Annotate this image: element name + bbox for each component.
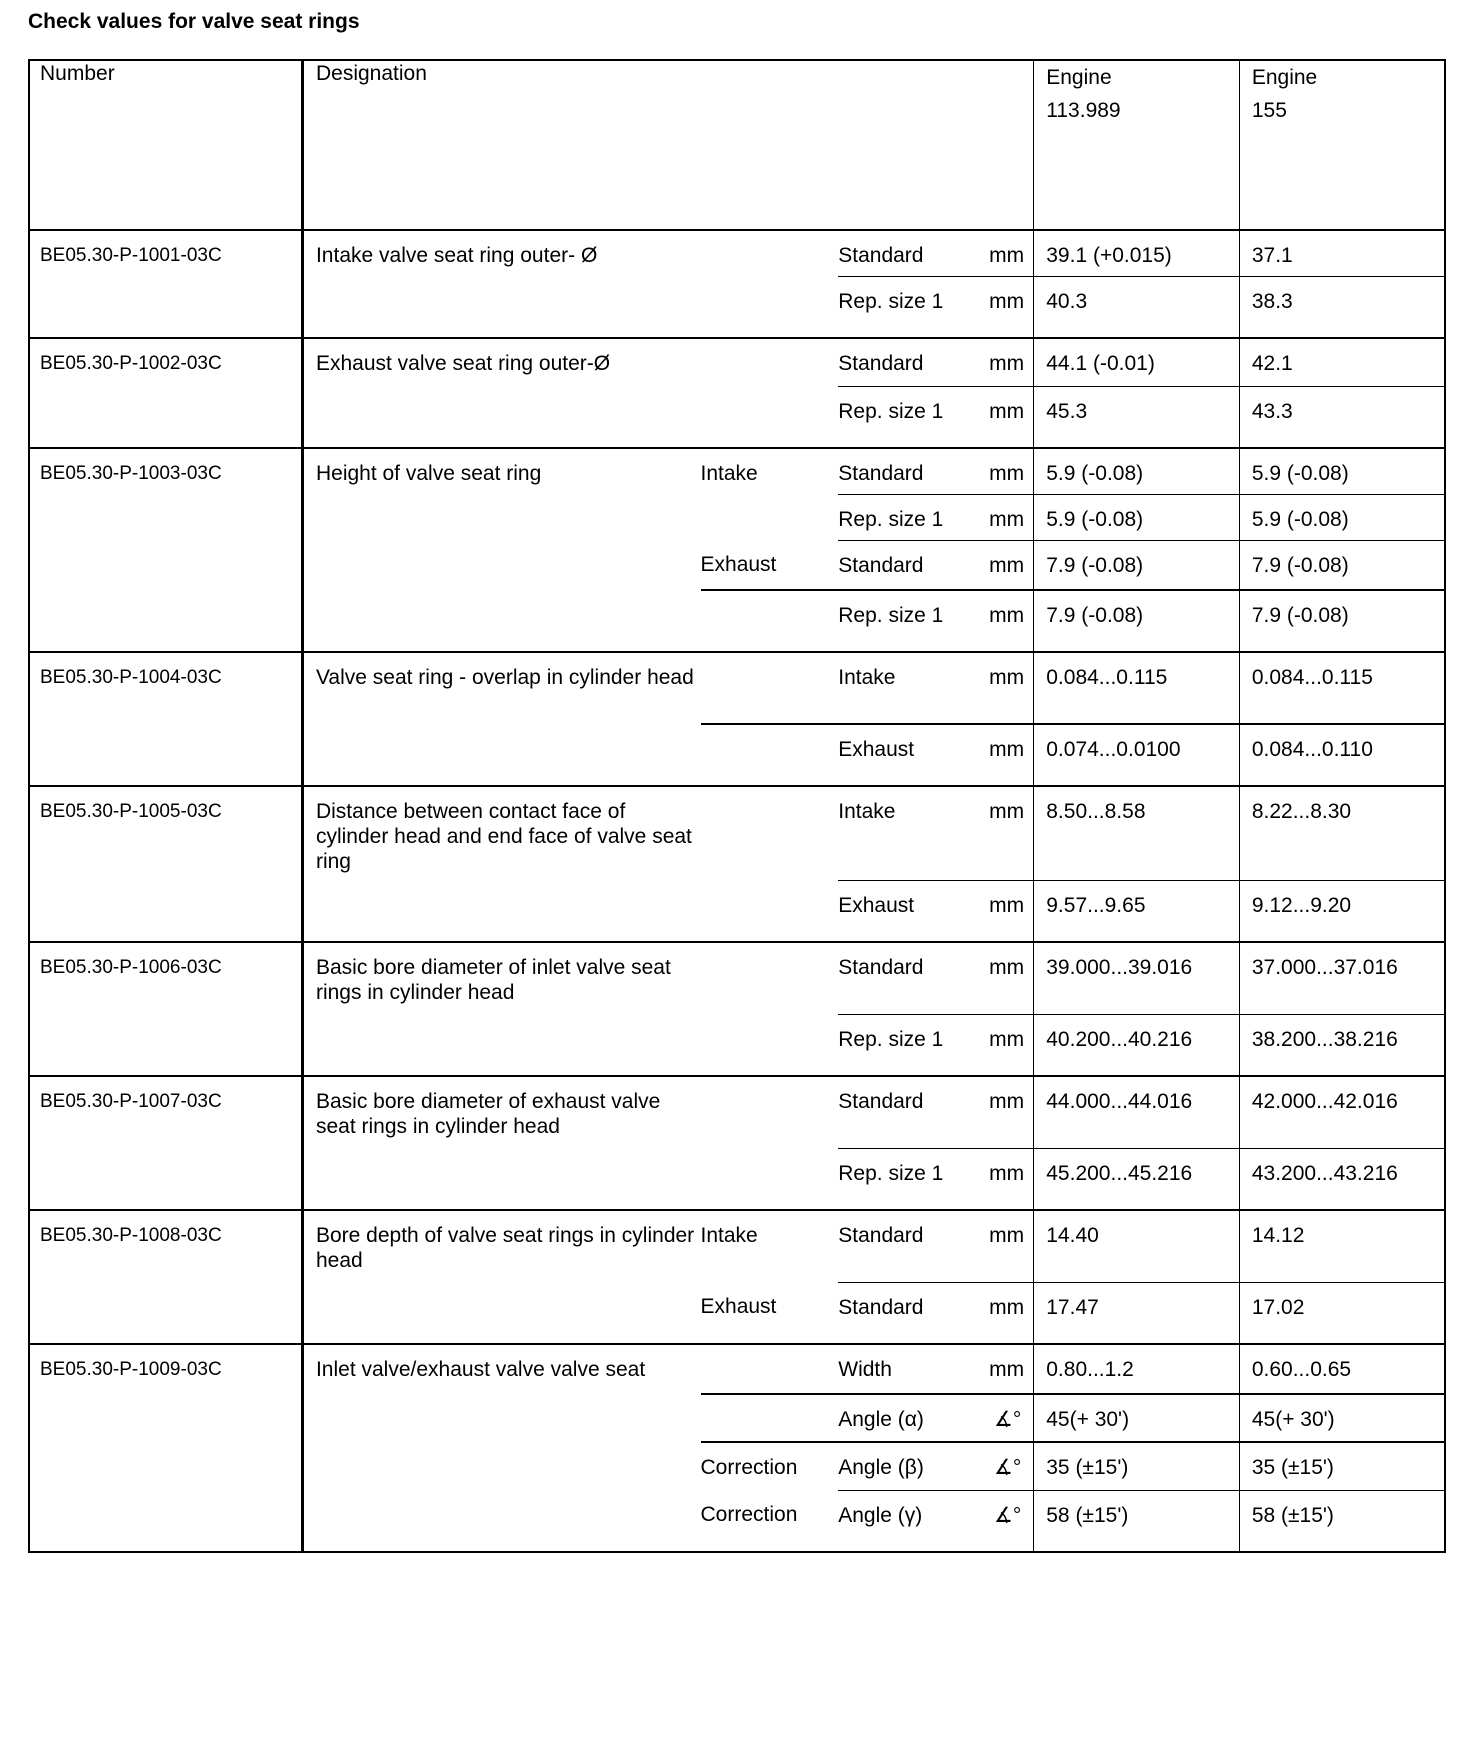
row-engine-1-value: 8.50...8.58 <box>1034 786 1240 880</box>
row-engine-2-value: 58 (±15') <box>1239 1490 1445 1552</box>
row-designation: Basic bore diameter of exhaust valve seat rings in cylinder head <box>302 1076 700 1210</box>
row-sub-label <box>701 276 839 338</box>
row-type: Rep. size 1 <box>838 1014 989 1076</box>
table-row <box>29 230 1445 276</box>
row-type: Standard <box>838 1076 989 1148</box>
row-unit: ∡° <box>989 1394 1034 1442</box>
row-number: BE05.30-P-1004-03C <box>29 652 302 786</box>
row-engine-1-value: 45(+ 30') <box>1034 1394 1240 1442</box>
row-unit: mm <box>989 590 1034 652</box>
row-engine-2-value: 37.000...37.016 <box>1239 942 1445 1014</box>
row-sub-label: Correction <box>701 1442 839 1490</box>
row-engine-1-value: 9.57...9.65 <box>1034 880 1240 942</box>
row-engine-2-value: 45(+ 30') <box>1239 1394 1445 1442</box>
row-sub-label <box>701 1344 839 1394</box>
row-number: BE05.30-P-1007-03C <box>29 1076 302 1210</box>
row-unit: mm <box>989 276 1034 338</box>
row-unit: mm <box>989 942 1034 1014</box>
row-engine-1-value: 17.47 <box>1034 1282 1240 1344</box>
header-engine-2 <box>1239 60 1445 230</box>
row-engine-1-value: 5.9 (-0.08) <box>1034 494 1240 540</box>
row-unit: mm <box>989 1210 1034 1282</box>
row-designation: Basic bore diameter of inlet valve seat rings in cylinder head <box>302 942 700 1076</box>
row-type: Angle (γ) <box>838 1490 989 1552</box>
row-unit: mm <box>989 880 1034 942</box>
row-engine-1-value: 7.9 (-0.08) <box>1034 540 1240 590</box>
row-engine-1-value: 58 (±15') <box>1034 1490 1240 1552</box>
row-engine-2-value: 37.1 <box>1239 230 1445 276</box>
table-row <box>29 448 1445 494</box>
row-engine-1-value: 45.200...45.216 <box>1034 1148 1240 1210</box>
table-row <box>29 942 1445 1014</box>
row-unit: mm <box>989 1014 1034 1076</box>
row-sub-label <box>701 1394 839 1442</box>
row-engine-1-value: 0.084...0.115 <box>1034 652 1240 724</box>
row-type: Width <box>838 1344 989 1394</box>
row-engine-1-value: 39.000...39.016 <box>1034 942 1240 1014</box>
row-type: Standard <box>838 1282 989 1344</box>
row-designation: Bore depth of valve seat rings in cylinder head <box>302 1210 700 1344</box>
row-type: Rep. size 1 <box>838 590 989 652</box>
header-designation: Designation <box>302 60 1033 230</box>
row-number: BE05.30-P-1002-03C <box>29 338 302 448</box>
row-sub-label: Intake <box>701 448 839 494</box>
row-unit: ∡° <box>989 1442 1034 1490</box>
row-engine-2-value: 42.000...42.016 <box>1239 1076 1445 1148</box>
row-unit: mm <box>989 386 1034 448</box>
row-engine-1-value: 40.200...40.216 <box>1034 1014 1240 1076</box>
row-engine-2-value: 5.9 (-0.08) <box>1239 494 1445 540</box>
row-sub-label <box>701 1148 839 1210</box>
row-sub-label <box>701 590 839 652</box>
row-type: Standard <box>838 1210 989 1282</box>
table-row <box>29 1076 1445 1148</box>
row-sub-label: Exhaust <box>700 1295 777 1318</box>
row-sub-label <box>701 1076 839 1148</box>
row-engine-2-value: 5.9 (-0.08) <box>1239 448 1445 494</box>
header-engine-2-label: Engine <box>1251 66 1318 89</box>
row-unit: mm <box>989 338 1034 386</box>
header-engine-1-code: 113.989 <box>1046 99 1121 122</box>
check-values-table <box>28 59 1446 1553</box>
row-engine-1-value: 7.9 (-0.08) <box>1034 590 1240 652</box>
row-engine-2-value: 0.60...0.65 <box>1239 1344 1445 1394</box>
row-unit: mm <box>989 1282 1034 1344</box>
row-type: Standard <box>838 338 989 386</box>
row-unit: mm <box>989 786 1034 880</box>
row-engine-2-value: 38.200...38.216 <box>1239 1014 1445 1076</box>
table-row <box>29 1344 1445 1394</box>
row-type: Intake <box>838 652 989 724</box>
row-engine-1-value: 0.80...1.2 <box>1034 1344 1240 1394</box>
table-row <box>29 338 1445 386</box>
row-engine-2-value: 42.1 <box>1239 338 1445 386</box>
row-engine-2-value: 35 (±15') <box>1239 1442 1445 1490</box>
row-number: BE05.30-P-1001-03C <box>29 230 302 338</box>
row-type: Rep. size 1 <box>838 494 989 540</box>
row-sub-label <box>701 786 839 880</box>
row-unit: mm <box>989 1148 1034 1210</box>
row-type: Rep. size 1 <box>838 1148 989 1210</box>
row-designation: Exhaust valve seat ring outer-Ø <box>302 338 700 448</box>
row-unit: mm <box>989 494 1034 540</box>
row-engine-1-value: 35 (±15') <box>1034 1442 1240 1490</box>
row-type: Standard <box>838 230 989 276</box>
row-number: BE05.30-P-1009-03C <box>29 1344 302 1552</box>
row-sub-label: Correction <box>700 1503 798 1526</box>
table-header-row <box>29 60 1445 230</box>
row-engine-2-value: 43.3 <box>1239 386 1445 448</box>
row-engine-1-value: 14.40 <box>1034 1210 1240 1282</box>
row-unit: mm <box>989 230 1034 276</box>
row-type: Intake <box>838 786 989 880</box>
row-engine-1-value: 39.1 (+0.015) <box>1034 230 1240 276</box>
row-sub-label <box>701 230 839 276</box>
row-type: Rep. size 1 <box>838 276 989 338</box>
row-sub-label: Exhaust <box>700 553 777 576</box>
row-type: Exhaust <box>838 880 989 942</box>
row-engine-2-value: 17.02 <box>1239 1282 1445 1344</box>
row-unit: mm <box>989 540 1034 590</box>
row-type: Exhaust <box>838 724 989 786</box>
row-engine-2-value: 14.12 <box>1239 1210 1445 1282</box>
row-engine-1-value: 40.3 <box>1034 276 1240 338</box>
row-engine-1-value: 0.074...0.0100 <box>1034 724 1240 786</box>
row-sub-label <box>701 880 839 942</box>
row-sub-label <box>701 494 839 540</box>
row-type: Angle (β) <box>838 1442 989 1490</box>
row-sub-label <box>701 942 839 1014</box>
row-unit: ∡° <box>989 1490 1034 1552</box>
row-designation: Inlet valve/exhaust valve valve seat <box>302 1344 700 1552</box>
row-engine-2-value: 0.084...0.115 <box>1239 652 1445 724</box>
row-engine-2-value: 43.200...43.216 <box>1239 1148 1445 1210</box>
row-sub-label <box>701 1014 839 1076</box>
row-designation: Distance between contact face of cylinder head and end face of valve seat ring <box>302 786 700 942</box>
row-unit: mm <box>989 652 1034 724</box>
row-engine-2-value: 9.12...9.20 <box>1239 880 1445 942</box>
row-sub-label: Intake <box>701 1210 839 1282</box>
row-engine-2-value: 8.22...8.30 <box>1239 786 1445 880</box>
row-engine-2-value: 0.084...0.110 <box>1239 724 1445 786</box>
row-sub-label <box>701 338 839 386</box>
row-sub-label <box>701 652 839 724</box>
row-type: Standard <box>838 540 989 590</box>
row-engine-2-value: 7.9 (-0.08) <box>1239 540 1445 590</box>
table-row <box>29 652 1445 724</box>
header-engine-1-label: Engine <box>1046 66 1112 89</box>
row-number: BE05.30-P-1008-03C <box>29 1210 302 1344</box>
row-type: Angle (α) <box>838 1394 989 1442</box>
row-type: Standard <box>838 942 989 1014</box>
row-engine-1-value: 5.9 (-0.08) <box>1034 448 1240 494</box>
row-type: Rep. size 1 <box>838 386 989 448</box>
row-unit: mm <box>989 724 1034 786</box>
row-sub-label <box>701 724 839 786</box>
row-engine-2-value: 38.3 <box>1239 276 1445 338</box>
header-engine-1 <box>1034 60 1240 230</box>
row-engine-1-value: 44.1 (-0.01) <box>1034 338 1240 386</box>
header-number: Number <box>40 62 115 85</box>
page-title: Check values for valve seat rings <box>28 10 360 33</box>
row-designation: Intake valve seat ring outer- Ø <box>302 230 700 338</box>
table-row <box>29 1210 1445 1282</box>
row-sub-label <box>701 386 839 448</box>
header-engine-2-code: 155 <box>1251 99 1287 122</box>
row-designation: Valve seat ring - overlap in cylinder head <box>302 652 700 786</box>
row-designation: Height of valve seat ring <box>302 448 700 652</box>
row-unit: mm <box>989 448 1034 494</box>
table-body <box>29 230 1445 1552</box>
row-number: BE05.30-P-1006-03C <box>29 942 302 1076</box>
row-type: Standard <box>838 448 989 494</box>
row-unit: mm <box>989 1076 1034 1148</box>
row-engine-1-value: 45.3 <box>1034 386 1240 448</box>
row-number: BE05.30-P-1003-03C <box>29 448 302 652</box>
table-row <box>29 786 1445 880</box>
row-unit: mm <box>989 1344 1034 1394</box>
row-engine-1-value: 44.000...44.016 <box>1034 1076 1240 1148</box>
row-engine-2-value: 7.9 (-0.08) <box>1239 590 1445 652</box>
row-number: BE05.30-P-1005-03C <box>29 786 302 942</box>
